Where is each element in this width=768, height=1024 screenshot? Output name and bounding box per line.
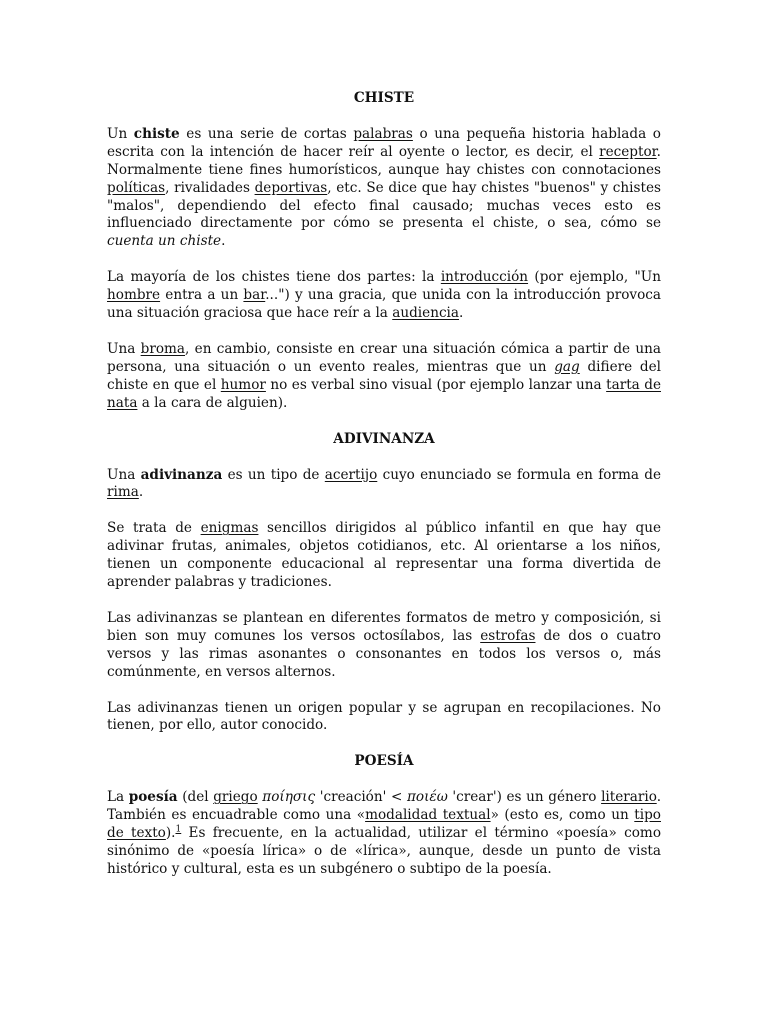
text-segment: . (221, 233, 226, 250)
text-link[interactable]: humor (220, 376, 266, 393)
text-link[interactable]: enigmas (200, 520, 259, 537)
text-segment: de dos o cuatro versos y las rimas asonantes o consonantes en todos los versos o, más comúnmente, en versos alternos. (107, 627, 661, 680)
text-segment: , etc. Se dice que hay chistes "buenos" y chistes "malos", dependiendo del efecto final causado; muchas veces esto es influenciado directamente por cómo se presenta el chiste, o sea, cómo se (107, 179, 661, 232)
section-title-chiste: CHISTE (353, 90, 415, 106)
section-title-adivinanza: ADIVINANZA (333, 430, 435, 447)
text-segment: Se trata de (107, 520, 201, 537)
text-segment: ποίησις (262, 789, 316, 806)
text-segment: Una (107, 340, 141, 357)
adivinanza-paragraph-3 (107, 610, 661, 682)
text-segment: Las adivinanzas se plantean en diferentes formatos de metro y composición, si bien son muy comunes los versos octosílabos, las (107, 609, 661, 644)
text-segment: sencillos dirigidos al público infantil en que hay que adivinar frutas, animales, objetos cotidianos, etc. Al orientarse a los niños, tienen un componente educacional al representar una forma divertida de aprender palabras y tradiciones. (107, 520, 662, 591)
chiste-paragraph-2 (107, 269, 661, 323)
text-segment: chiste (133, 125, 180, 142)
text-segment: , en cambio, consiste en crear una situación cómica a partir de una persona, una situación o un evento reales, mientras que un (107, 340, 662, 375)
text-segment: La mayoría de los chistes tiene dos partes: la (107, 269, 441, 286)
text-segment: Es frecuente, en la actualidad, utilizar el término «poesía» como sinónimo de «poesía lírica» o de «lírica», aunque, desde un punto de vista histórico y cultural, esta es un subgénero o subtipo de la poesía. (107, 825, 661, 877)
text-segment: ...") y una gracia, que unida con la introducción provoca una situación graciosa que hace reír a la (107, 287, 662, 322)
text-segment: es un tipo de (222, 466, 325, 483)
text-segment: cuenta un chiste (107, 233, 222, 250)
text-link[interactable]: hombre (107, 287, 161, 304)
text-segment: La (107, 789, 129, 806)
text-link[interactable]: griego (213, 789, 258, 806)
text-link[interactable]: broma (140, 340, 186, 357)
text-segment: Un (107, 125, 134, 142)
document-page (107, 82, 661, 879)
text-segment: cuyo enunciado se formula en forma de (377, 466, 661, 483)
text-segment: poesía (128, 789, 178, 806)
text-segment: no es verbal sino visual (por ejemplo lanzar una (265, 376, 607, 393)
text-segment: a la cara de alguien). (137, 394, 288, 411)
text-link[interactable]: literario (601, 789, 657, 806)
chiste-paragraph-3 (107, 341, 661, 413)
text-link[interactable]: palabras (353, 125, 413, 142)
text-segment: . También es encuadrable como una « (107, 789, 662, 824)
text-segment: entra a un (160, 287, 244, 304)
poesia-paragraph-1 (107, 789, 661, 879)
text-segment: ). (165, 825, 176, 842)
text-link[interactable]: deportivas (254, 179, 328, 196)
text-segment: » (esto es, como un (490, 807, 635, 824)
text-segment: Las adivinanzas tienen un origen popular y se agrupan en recopilaciones. No tienen, por ello, autor conocido. (107, 699, 661, 734)
text-link[interactable]: tarta de nata (107, 376, 661, 411)
text-link[interactable]: rima (107, 484, 139, 501)
text-link[interactable]: receptor (599, 143, 657, 160)
text-link[interactable]: políticas (107, 179, 166, 196)
text-link[interactable]: estrofas (480, 627, 536, 644)
text-segment: 'crear') es un género (447, 789, 602, 806)
text-link[interactable]: introducción (440, 269, 529, 286)
text-link[interactable]: tipo de texto (107, 807, 661, 842)
text-link[interactable]: audiencia (392, 305, 460, 322)
adivinanza-paragraph-2 (107, 520, 661, 592)
text-segment: o una pequeña historia hablada o escrita con la intención de hacer reír al oyente o lector, es decir, el (107, 125, 661, 160)
text-segment: (del (177, 789, 214, 806)
text-segment: Una (107, 466, 141, 483)
chiste-paragraph-1 (107, 126, 661, 251)
section-title-poesia: POESÍA (354, 753, 414, 770)
text-link[interactable]: 1 (175, 824, 182, 835)
text-segment: 'creación' < (315, 789, 407, 806)
text-segment: es una serie de cortas (179, 125, 354, 142)
text-segment: . (138, 484, 144, 501)
text-link[interactable]: acertijo (324, 466, 378, 483)
text-segment: (por ejemplo, "Un (528, 269, 661, 286)
text-segment: difiere del chiste en que el (107, 358, 661, 393)
text-segment: , rivalidades (165, 179, 255, 196)
text-segment: ποιέω (406, 789, 448, 806)
text-segment: adivinanza (140, 466, 223, 483)
text-link[interactable]: bar (243, 287, 266, 304)
text-segment: . (459, 305, 464, 322)
text-link[interactable]: modalidad textual (365, 807, 491, 824)
text-link[interactable]: gag (554, 358, 580, 375)
adivinanza-paragraph-4 (107, 700, 661, 736)
adivinanza-paragraph-1 (107, 467, 661, 503)
text-segment: . Normalmente tiene fines humorísticos, aunque hay chistes con connotaciones (107, 143, 661, 178)
